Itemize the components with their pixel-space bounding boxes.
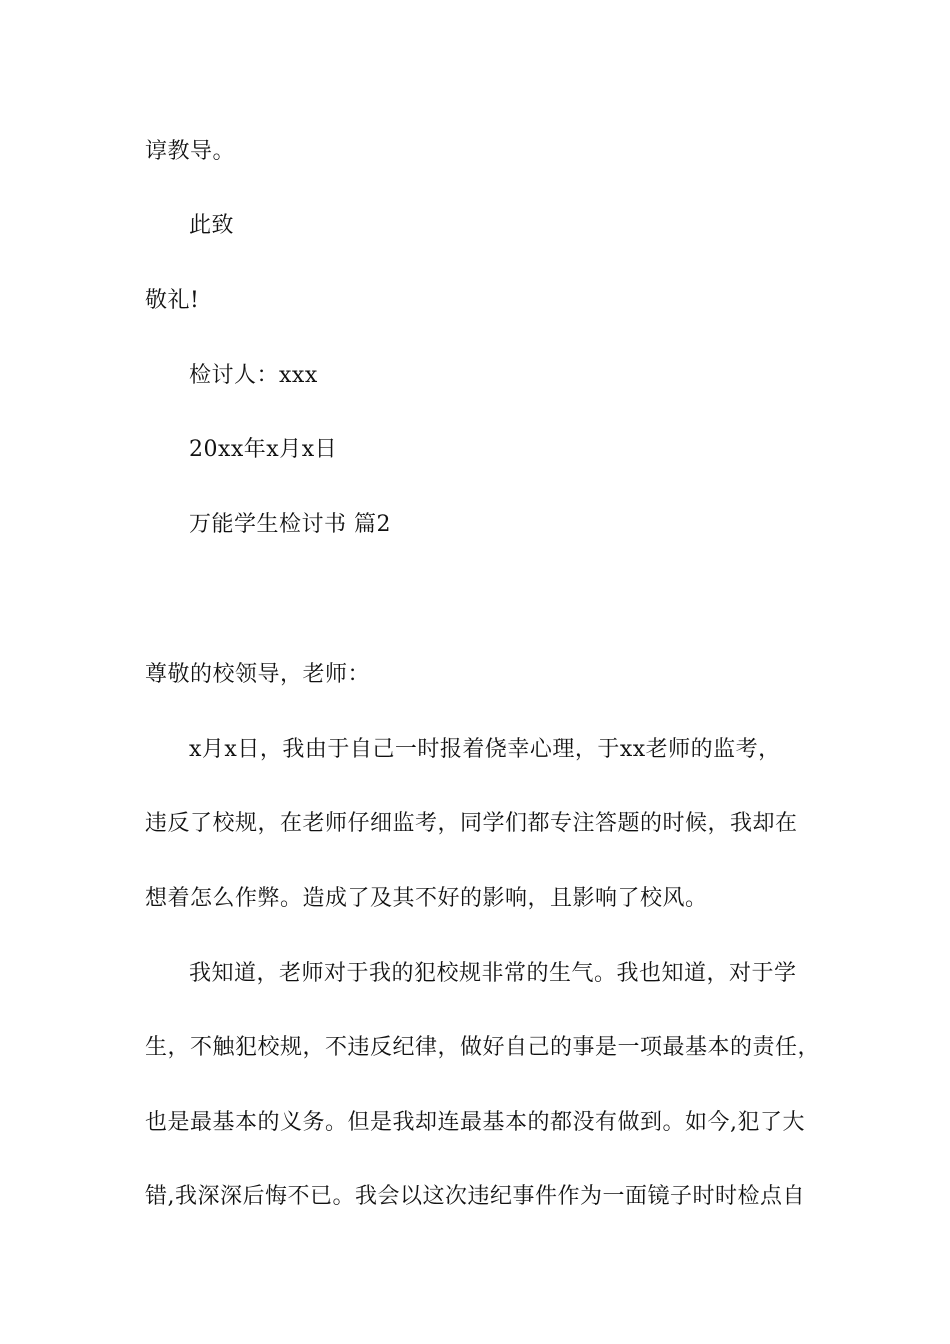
paragraph-line: 想着怎么作弊。造成了及其不好的影响，且影响了校风。 bbox=[145, 886, 708, 911]
paragraph-line: 我知道，老师对于我的犯校规非常的生气。我也知道，对于学 bbox=[189, 961, 797, 986]
paragraph-line-closing-teaching: 谆教导。 bbox=[145, 139, 236, 164]
section-heading: 万能学生检讨书 篇2 bbox=[189, 512, 391, 537]
paragraph-line: 错,我深深后悔不已。我会以这次违纪事件作为一面镜子时时检点自 bbox=[145, 1184, 805, 1209]
paragraph-line: 也是最基本的义务。但是我却连最基本的都没有做到。如今,犯了大 bbox=[145, 1110, 805, 1135]
paragraph-line: x月x日，我由于自己一时报着侥幸心理，于xx老师的监考， bbox=[189, 737, 781, 762]
paragraph-line: 违反了校规，在老师仔细监考，同学们都专注答题的时候，我却在 bbox=[145, 811, 798, 836]
signature-date: 20xx年x月x日 bbox=[189, 437, 338, 462]
salutation-cizhi: 此致 bbox=[189, 213, 235, 238]
signature-author: 检讨人：xxx bbox=[189, 363, 318, 388]
salutation-jingli: 敬礼! bbox=[145, 288, 200, 313]
letter-greeting: 尊敬的校领导，老师： bbox=[145, 662, 371, 687]
paragraph-line: 生，不触犯校规，不违反纪律，做好自己的事是一项最基本的责任， bbox=[145, 1035, 821, 1060]
